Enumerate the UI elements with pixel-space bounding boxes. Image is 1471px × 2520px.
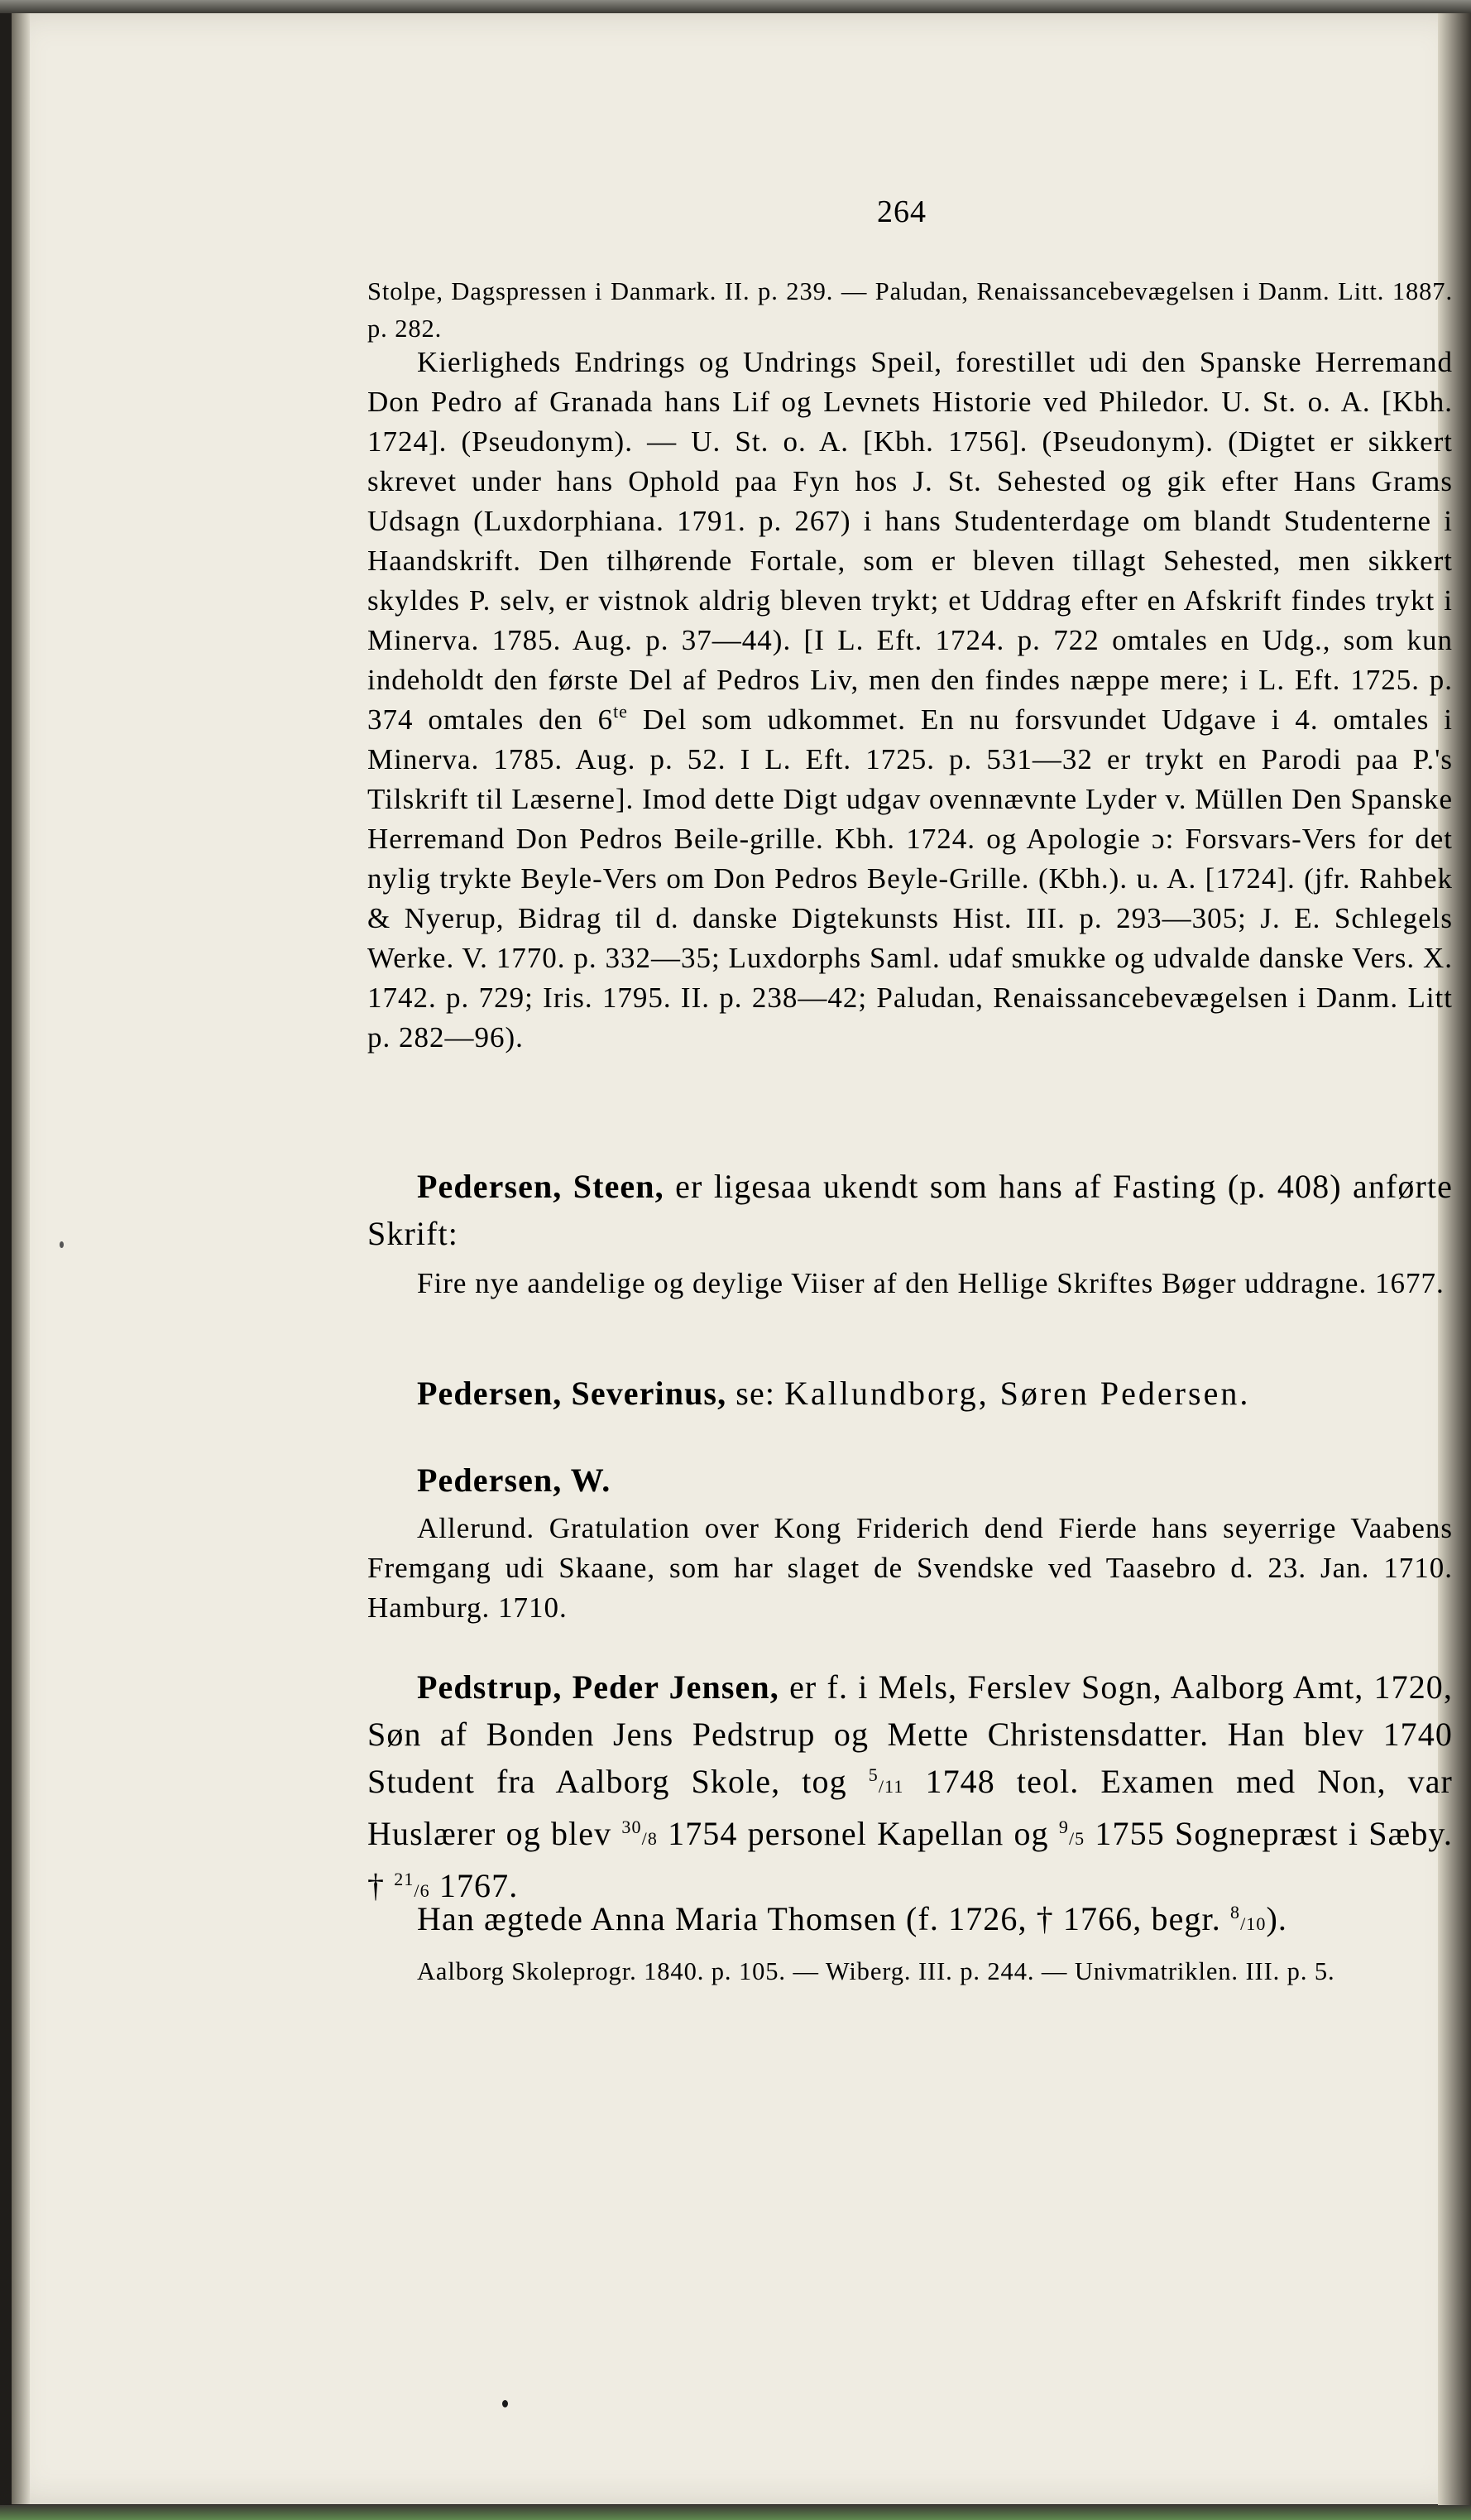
fraction-numerator: 30 xyxy=(621,1817,642,1837)
pedstrup-text-5: 1767. xyxy=(438,1867,519,1904)
pedstrup-text-2: 1748 teol. Examen med Non, var Huslærer og blev xyxy=(367,1763,1453,1852)
pedstrup-marriage-text: Han ægtede Anna Maria Thomsen (f. 1726, † 1766, begr. xyxy=(417,1900,1221,1937)
scan-top-border xyxy=(0,0,1471,13)
entry-steen-work: Fire nye aandelige og deylige Viiser af den Hellige Skriftes Bøger uddragne. 1677. xyxy=(417,1267,1445,1299)
fraction-numerator: 5 xyxy=(868,1764,879,1785)
references-top: Stolpe, Dagspressen i Danmark. II. p. 239. — Paludan, Renaissancebevægelsen i Danm. Litt. 1887. p. 282. xyxy=(367,277,1453,343)
fraction-numerator: 9 xyxy=(1058,1817,1069,1837)
ink-speck xyxy=(60,1241,64,1248)
entry-steen xyxy=(367,1163,1453,1257)
entry-pedstrup-name: Pedstrup, Peder Jensen, xyxy=(417,1668,779,1706)
entry-pedstrup xyxy=(367,1663,1453,1914)
fraction-numerator: 8 xyxy=(1229,1902,1241,1922)
pedstrup-text-1: er f. i Mels, Ferslev Sogn, Aalborg Amt, 1720, Søn af Bonden Jens Pedstrup og Mette Christensdatter. Han blev 1740 Student fra Aalborg Skole, tog xyxy=(367,1668,1453,1800)
ordinal-superscript: te xyxy=(613,701,628,722)
entry-kierligheds-continued: Del som udkommet. En nu forsvundet Udgave i 4. omtales i Minerva. 1785. Aug. p. 52. I L. Eft. 1725. p. 531—32 er trykt en Parodi paa P.'s Tilskrift til Læserne]. Imod dette Digt udgav ovennævnte Lyder v. Müllen Den Spanske Herremand Don Pedros Beile-grille. Kbh. 1724. og Apologie ɔ: Forsvars-Vers for det nylig trykte Beyle-Vers om Don Pedros Beyle-Grille. (Kbh.). u. A. [1724]. (jfr. Rahbek & Nyerup, Bidrag til d. danske Digtekunsts Hist. III. p. 293—305; J. E. Schlegels Werke. V. 1770. p. 332—35; Luxdorphs Saml. udaf smukke og udvalde danske Vers. X. 1742. p. 729; Iris. 1795. II. p. 238—42; Paludan, Renaissancebevægelsen i Danm. Litt p. 282—96). xyxy=(367,703,1454,1054)
entry-kierligheds-text: Kierligheds Endrings og Undrings Speil, forestillet udi den Spanske Herremand Don Pedro af Granada hans Lif og Levnets Historie ved Philedor. U. St. o. A. [Kbh. 1724]. (Pseudonym). — U. St. o. A. [Kbh. 1756]. (Pseudonym). (Digtet er sikkert skrevet under hans Ophold paa Fyn hos J. St. Sehested og gik efter Hans Grams Udsagn (Luxdorphiana. 1791. p. 267) i hans Studenterdage om blandt Studenterne i Haandskrift. Den tilhørende Fortale, som er bleven tillagt Sehested, men sikkert skyldes P. selv, er vistnok aldrig bleven trykt; et Uddrag efter en Afskrift findes trykt i Minerva. 1785. Aug. p. 37—44). [I L. Eft. 1724. p. 722 omtales en Udg., som kun indeholdt den første Del af Pedros Liv, men den findes næppe mere; i L. Eft. 1725. p. 374 omtales den xyxy=(367,346,1453,736)
entry-pedstrup-marriage xyxy=(367,1895,1453,1947)
fraction-denominator: /6 xyxy=(414,1880,430,1901)
pedstrup-text-4: 1755 Sognepræst i Sæby. † xyxy=(367,1815,1454,1904)
fraction-denominator: /5 xyxy=(1068,1828,1085,1849)
references-pedstrup: Aalborg Skoleprogr. 1840. p. 105. — Wiberg. III. p. 244. — Univmatriklen. III. p. 5. xyxy=(417,1957,1335,1985)
pedstrup-text-3: 1754 personel Kapellan og xyxy=(668,1815,1049,1852)
ink-speck xyxy=(502,2400,508,2407)
page-number: 264 xyxy=(877,194,927,229)
page-gutter-shadow xyxy=(12,12,30,2504)
entry-severinus-name: Pedersen, Severinus, xyxy=(417,1375,727,1412)
entry-steen-name: Pedersen, Steen, xyxy=(417,1168,664,1205)
entry-w xyxy=(367,1457,1453,1504)
entry-steen-text: er ligesaa ukendt som hans af Fasting (p. 408) anførte Skrift: xyxy=(367,1168,1453,1252)
entry-severinus-se: se: xyxy=(736,1375,776,1412)
entry-w-work: Allerund. Gratulation over Kong Friderich dend Fierde hans seyerrige Vaabens Fremgang udi Skaane, som har slaget de Svendske ved Taasebro d. 23. Jan. 1710. Hamburg. 1710. xyxy=(367,1512,1453,1624)
entry-kierligheds xyxy=(367,343,1453,1058)
fraction-numerator: 21 xyxy=(394,1869,414,1889)
entry-w-name: Pedersen, W. xyxy=(417,1462,611,1499)
fraction-denominator: /10 xyxy=(1240,1913,1267,1934)
entry-severinus xyxy=(367,1370,1453,1417)
fraction-denominator: /8 xyxy=(641,1828,658,1849)
ordinal-number: 6 xyxy=(597,703,614,736)
fraction-denominator: /11 xyxy=(878,1776,904,1797)
pedstrup-marriage-end: ). xyxy=(1266,1900,1288,1937)
entry-severinus-ref: Kallundborg, Søren Pedersen. xyxy=(784,1375,1251,1412)
scan-bottom-border xyxy=(0,2505,1471,2520)
